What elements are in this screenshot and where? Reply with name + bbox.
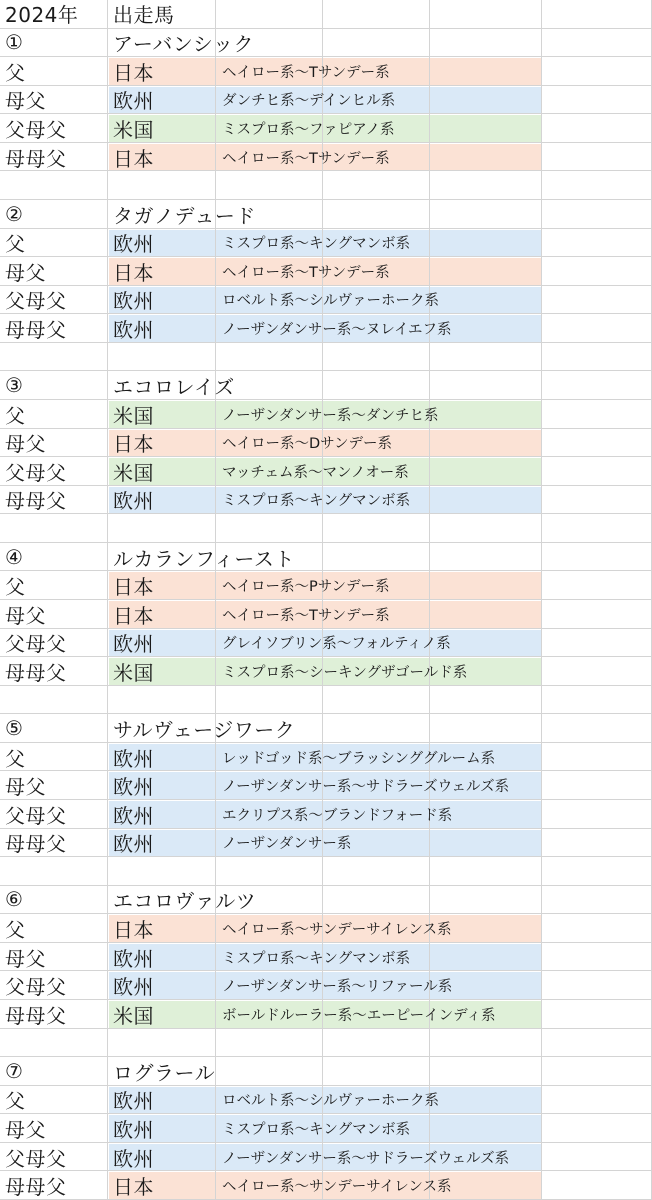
empty-cell[interactable]: [216, 686, 323, 715]
sire-line-text: マッチェム系〜マンノオー系: [222, 464, 409, 481]
pedigree-row: [0, 1086, 652, 1115]
horse-number: ③: [5, 373, 24, 398]
horse-title-row: [0, 543, 652, 572]
empty-cell[interactable]: [216, 1029, 323, 1058]
pedigree-row: [0, 57, 652, 86]
empty-cell[interactable]: [0, 343, 108, 372]
empty-cell[interactable]: [430, 200, 542, 229]
sire-line-text: ノーザンダンサー系〜ヌレイエフ系: [222, 322, 452, 339]
sire-line-text: ミスプロ系〜ファピアノ系: [222, 122, 395, 139]
sire-line-text: ノーザンダンサー系〜リファール系: [222, 979, 453, 996]
empty-cell[interactable]: [430, 514, 542, 543]
sire-line-text: ヘイロー系〜Tサンデー系: [222, 150, 390, 167]
relation-label: 父母父: [5, 118, 67, 143]
pedigree-row: [0, 257, 652, 286]
empty-cell[interactable]: [542, 229, 652, 258]
empty-cell[interactable]: [430, 1114, 542, 1143]
empty-cell[interactable]: [216, 857, 323, 886]
empty-cell[interactable]: [0, 514, 108, 543]
empty-cell[interactable]: [430, 1029, 542, 1058]
sire-line-text: ミスプロ系〜キングマンボ系: [222, 950, 411, 967]
header-column: 出走馬: [113, 3, 175, 28]
empty-cell[interactable]: [108, 686, 216, 715]
relation-label: 母母父: [5, 660, 67, 685]
empty-cell[interactable]: [542, 514, 652, 543]
region-value: 米国: [113, 403, 154, 428]
region-value: 欧州: [113, 232, 154, 257]
horse-name: ログラール: [113, 1060, 216, 1085]
relation-label: 母父: [5, 603, 46, 628]
empty-cell[interactable]: [0, 371, 108, 400]
empty-cell[interactable]: [0, 714, 108, 743]
relation-label: 父母父: [5, 975, 67, 1000]
empty-cell[interactable]: [430, 343, 542, 372]
horse-name: ルカランフィースト: [113, 546, 295, 571]
empty-cell[interactable]: [542, 171, 652, 200]
horse-number: ⑥: [5, 887, 24, 912]
pedigree-row: [0, 229, 652, 258]
relation-label: 母父: [5, 946, 46, 971]
empty-cell[interactable]: [0, 1029, 108, 1058]
horse-title-row: [0, 29, 652, 58]
empty-cell[interactable]: [430, 86, 542, 115]
relation-label: 父: [5, 1089, 26, 1114]
empty-cell[interactable]: [430, 829, 542, 858]
horse-title-row: [0, 714, 652, 743]
relation-label: 母父: [5, 260, 46, 285]
empty-cell[interactable]: [542, 1086, 652, 1115]
region-value: 欧州: [113, 318, 154, 343]
horse-number: ④: [5, 544, 24, 569]
empty-cell[interactable]: [542, 657, 652, 686]
sire-line-text: ミスプロ系〜キングマンボ系: [222, 493, 411, 510]
pedigree-row: [0, 571, 652, 600]
relation-label: 父母父: [5, 460, 67, 485]
pedigree-row: [0, 1114, 652, 1143]
sire-line-text: ヘイロー系〜サンデーサイレンス系: [222, 922, 452, 939]
pedigree-row: [0, 1171, 652, 1200]
empty-cell[interactable]: [0, 543, 108, 572]
empty-cell[interactable]: [430, 229, 542, 258]
pedigree-row: [0, 914, 652, 943]
empty-cell[interactable]: [542, 714, 652, 743]
sire-line-text: ノーザンダンサー系〜サドラーズウェルズ系: [222, 1150, 510, 1167]
pedigree-row: [0, 143, 652, 172]
sire-line-text: ヘイロー系〜Dサンデー系: [222, 436, 392, 453]
empty-cell[interactable]: [542, 971, 652, 1000]
region-value: 欧州: [113, 1146, 154, 1171]
blank-row: [0, 857, 652, 886]
empty-cell[interactable]: [542, 629, 652, 658]
relation-label: 母父: [5, 775, 46, 800]
region-value: 日本: [113, 603, 154, 628]
relation-label: 父: [5, 575, 26, 600]
header-year: 2024年: [5, 3, 79, 28]
horse-title-row: [0, 1057, 652, 1086]
region-value: 欧州: [113, 775, 154, 800]
empty-cell[interactable]: [323, 886, 430, 915]
empty-cell[interactable]: [542, 286, 652, 315]
sire-line-text: ボールドルーラー系〜エーピーインディ系: [222, 1007, 496, 1024]
sire-line-text: ヘイロー系〜Tサンデー系: [222, 264, 390, 281]
horse-number: ⑦: [5, 1058, 24, 1083]
empty-cell[interactable]: [542, 571, 652, 600]
empty-cell[interactable]: [323, 714, 430, 743]
sire-line-text: ミスプロ系〜シーキングザゴールド系: [222, 664, 468, 681]
empty-cell[interactable]: [323, 371, 430, 400]
sire-line-text: ミスプロ系〜キングマンボ系: [222, 1122, 411, 1139]
empty-cell[interactable]: [108, 514, 216, 543]
relation-label: 父母父: [5, 803, 67, 828]
horse-title-row: [0, 371, 652, 400]
pedigree-row: [0, 486, 652, 515]
header-row: [0, 0, 652, 29]
sire-line-text: グレイソブリン系〜フォルティノ系: [222, 636, 451, 653]
empty-cell[interactable]: [542, 86, 652, 115]
region-value: 日本: [113, 918, 154, 943]
empty-cell[interactable]: [216, 171, 323, 200]
region-value: 欧州: [113, 1089, 154, 1114]
empty-cell[interactable]: [430, 686, 542, 715]
empty-cell[interactable]: [430, 114, 542, 143]
empty-cell[interactable]: [542, 1057, 652, 1086]
region-value: 欧州: [113, 489, 154, 514]
empty-cell[interactable]: [542, 429, 652, 458]
horse-number: ⑤: [5, 716, 24, 741]
pedigree-row: [0, 629, 652, 658]
empty-cell[interactable]: [430, 886, 542, 915]
sire-line-text: レッドゴッド系〜ブラッシンググルーム系: [222, 750, 496, 767]
empty-cell[interactable]: [542, 371, 652, 400]
region-value: 欧州: [113, 803, 154, 828]
empty-cell[interactable]: [108, 343, 216, 372]
pedigree-row: [0, 1143, 652, 1172]
region-value: 欧州: [113, 1118, 154, 1143]
region-value: 欧州: [113, 289, 154, 314]
empty-cell[interactable]: [542, 886, 652, 915]
sire-line-text: ノーザンダンサー系〜ダンチヒ系: [222, 407, 439, 424]
empty-cell[interactable]: [323, 200, 430, 229]
pedigree-row: [0, 943, 652, 972]
empty-cell[interactable]: [430, 1086, 542, 1115]
empty-cell[interactable]: [108, 857, 216, 886]
empty-cell[interactable]: [323, 1057, 430, 1086]
horse-title-row: [0, 886, 652, 915]
pedigree-row: [0, 829, 652, 858]
relation-label: 父: [5, 60, 26, 85]
empty-cell[interactable]: [430, 571, 542, 600]
empty-cell[interactable]: [542, 686, 652, 715]
relation-label: 母父: [5, 1118, 46, 1143]
horse-name: アーバンシック: [113, 32, 254, 57]
empty-cell[interactable]: [430, 429, 542, 458]
empty-cell[interactable]: [542, 57, 652, 86]
region-value: 米国: [113, 1003, 154, 1028]
empty-cell[interactable]: [430, 57, 542, 86]
empty-cell[interactable]: [542, 1000, 652, 1029]
pedigree-row: [0, 743, 652, 772]
empty-cell[interactable]: [542, 457, 652, 486]
pedigree-row: [0, 600, 652, 629]
sire-line-text: ヘイロー系〜サンデーサイレンス系: [222, 1179, 452, 1196]
blank-row: [0, 1029, 652, 1058]
region-value: 欧州: [113, 975, 154, 1000]
empty-cell[interactable]: [216, 0, 323, 29]
empty-cell[interactable]: [542, 1171, 652, 1200]
empty-cell[interactable]: [430, 714, 542, 743]
region-value: 日本: [113, 60, 154, 85]
relation-label: 父: [5, 918, 26, 943]
empty-cell[interactable]: [542, 486, 652, 515]
relation-label: 母母父: [5, 146, 67, 171]
horse-name: タガノデュード: [113, 203, 256, 228]
empty-cell[interactable]: [430, 486, 542, 515]
empty-cell[interactable]: [542, 29, 652, 58]
empty-cell[interactable]: [323, 514, 430, 543]
sire-line-text: エクリプス系〜ブランドフォード系: [222, 807, 453, 824]
empty-cell[interactable]: [430, 0, 542, 29]
relation-label: 父母父: [5, 289, 67, 314]
empty-cell[interactable]: [0, 200, 108, 229]
header-cell-horse[interactable]: [108, 0, 216, 29]
pedigree-row: [0, 1000, 652, 1029]
sire-line-text: ロベルト系〜シルヴァーホーク系: [222, 1093, 439, 1110]
region-value: 米国: [113, 118, 154, 143]
relation-label: 母母父: [5, 1175, 67, 1200]
empty-cell[interactable]: [0, 171, 108, 200]
empty-cell[interactable]: [108, 171, 216, 200]
relation-label: 母母父: [5, 318, 67, 343]
pedigree-row: [0, 971, 652, 1000]
empty-cell[interactable]: [0, 29, 108, 58]
empty-cell[interactable]: [0, 686, 108, 715]
relation-label: 母母父: [5, 832, 67, 857]
empty-cell[interactable]: [430, 171, 542, 200]
horse-name: エコロヴァルツ: [113, 889, 257, 914]
blank-row: [0, 514, 652, 543]
empty-cell[interactable]: [542, 0, 652, 29]
blank-row: [0, 686, 652, 715]
header-cell-year[interactable]: [0, 0, 108, 29]
empty-cell[interactable]: [542, 857, 652, 886]
empty-cell[interactable]: [430, 943, 542, 972]
relation-label: 母父: [5, 432, 46, 457]
empty-cell[interactable]: [542, 800, 652, 829]
pedigree-row: [0, 771, 652, 800]
sire-line-text: ヘイロー系〜Tサンデー系: [222, 64, 390, 81]
horse-name: エコロレイズ: [113, 375, 235, 400]
region-value: 欧州: [113, 89, 154, 114]
empty-cell[interactable]: [542, 743, 652, 772]
empty-cell[interactable]: [542, 543, 652, 572]
empty-cell[interactable]: [542, 829, 652, 858]
empty-cell[interactable]: [323, 543, 430, 572]
sire-line-text: ミスプロ系〜キングマンボ系: [222, 236, 411, 253]
relation-label: 父: [5, 232, 26, 257]
sire-line-text: ノーザンダンサー系: [222, 836, 352, 853]
empty-cell[interactable]: [323, 0, 430, 29]
pedigree-row: [0, 657, 652, 686]
empty-cell[interactable]: [430, 29, 542, 58]
pedigree-row: [0, 800, 652, 829]
empty-cell[interactable]: [323, 171, 430, 200]
region-value: 欧州: [113, 632, 154, 657]
region-value: 欧州: [113, 946, 154, 971]
horse-name: サルヴェージワーク: [113, 718, 296, 743]
empty-cell[interactable]: [542, 314, 652, 343]
pedigree-row: [0, 400, 652, 429]
empty-cell[interactable]: [542, 200, 652, 229]
empty-cell[interactable]: [216, 343, 323, 372]
empty-cell[interactable]: [323, 686, 430, 715]
empty-cell[interactable]: [542, 600, 652, 629]
region-value: 日本: [113, 146, 154, 171]
empty-cell[interactable]: [323, 29, 430, 58]
empty-cell[interactable]: [542, 257, 652, 286]
region-value: 欧州: [113, 832, 154, 857]
sire-line-text: ヘイロー系〜Tサンデー系: [222, 607, 390, 624]
empty-cell[interactable]: [323, 857, 430, 886]
blank-row: [0, 171, 652, 200]
empty-cell[interactable]: [542, 343, 652, 372]
empty-cell[interactable]: [216, 1057, 323, 1086]
empty-cell[interactable]: [430, 543, 542, 572]
empty-cell[interactable]: [542, 114, 652, 143]
empty-cell[interactable]: [323, 1029, 430, 1058]
empty-cell[interactable]: [216, 514, 323, 543]
empty-cell[interactable]: [430, 600, 542, 629]
sire-line-text: ノーザンダンサー系〜サドラーズウェルズ系: [222, 779, 510, 796]
region-value: 日本: [113, 260, 154, 285]
empty-cell[interactable]: [542, 1114, 652, 1143]
relation-label: 母母父: [5, 489, 67, 514]
relation-label: 父母父: [5, 632, 67, 657]
region-value: 日本: [113, 575, 154, 600]
relation-label: 父: [5, 746, 26, 771]
region-value: 米国: [113, 660, 154, 685]
empty-cell[interactable]: [542, 914, 652, 943]
empty-cell[interactable]: [430, 371, 542, 400]
empty-cell[interactable]: [430, 857, 542, 886]
empty-cell[interactable]: [430, 257, 542, 286]
empty-cell[interactable]: [542, 943, 652, 972]
horse-title-row: [0, 200, 652, 229]
empty-cell[interactable]: [430, 400, 542, 429]
empty-cell[interactable]: [542, 1143, 652, 1172]
empty-cell[interactable]: [323, 343, 430, 372]
sire-line-text: ダンチヒ系〜デインヒル系: [222, 93, 396, 110]
empty-cell[interactable]: [542, 143, 652, 172]
pedigree-row: [0, 286, 652, 315]
empty-cell[interactable]: [542, 400, 652, 429]
horse-number: ①: [5, 30, 24, 55]
empty-cell[interactable]: [430, 143, 542, 172]
pedigree-row: [0, 114, 652, 143]
empty-cell[interactable]: [430, 1057, 542, 1086]
pedigree-row: [0, 429, 652, 458]
empty-cell[interactable]: [0, 857, 108, 886]
empty-cell[interactable]: [542, 771, 652, 800]
region-value: 欧州: [113, 746, 154, 771]
empty-cell[interactable]: [430, 286, 542, 315]
sire-line-text: ロベルト系〜シルヴァーホーク系: [222, 293, 439, 310]
relation-label: 母父: [5, 89, 46, 114]
region-value: 日本: [113, 1175, 154, 1200]
relation-label: 母母父: [5, 1003, 67, 1028]
empty-cell[interactable]: [542, 1029, 652, 1058]
horse-number: ②: [5, 201, 24, 226]
pedigree-row: [0, 457, 652, 486]
region-value: 米国: [113, 460, 154, 485]
relation-label: 父: [5, 403, 26, 428]
empty-cell[interactable]: [0, 1057, 108, 1086]
pedigree-row: [0, 314, 652, 343]
region-value: 日本: [113, 432, 154, 457]
sire-line-text: ヘイロー系〜Pサンデー系: [222, 579, 390, 596]
blank-row: [0, 343, 652, 372]
pedigree-row: [0, 86, 652, 115]
relation-label: 父母父: [5, 1146, 67, 1171]
empty-cell[interactable]: [0, 886, 108, 915]
empty-cell[interactable]: [108, 1029, 216, 1058]
empty-cell[interactable]: [430, 457, 542, 486]
